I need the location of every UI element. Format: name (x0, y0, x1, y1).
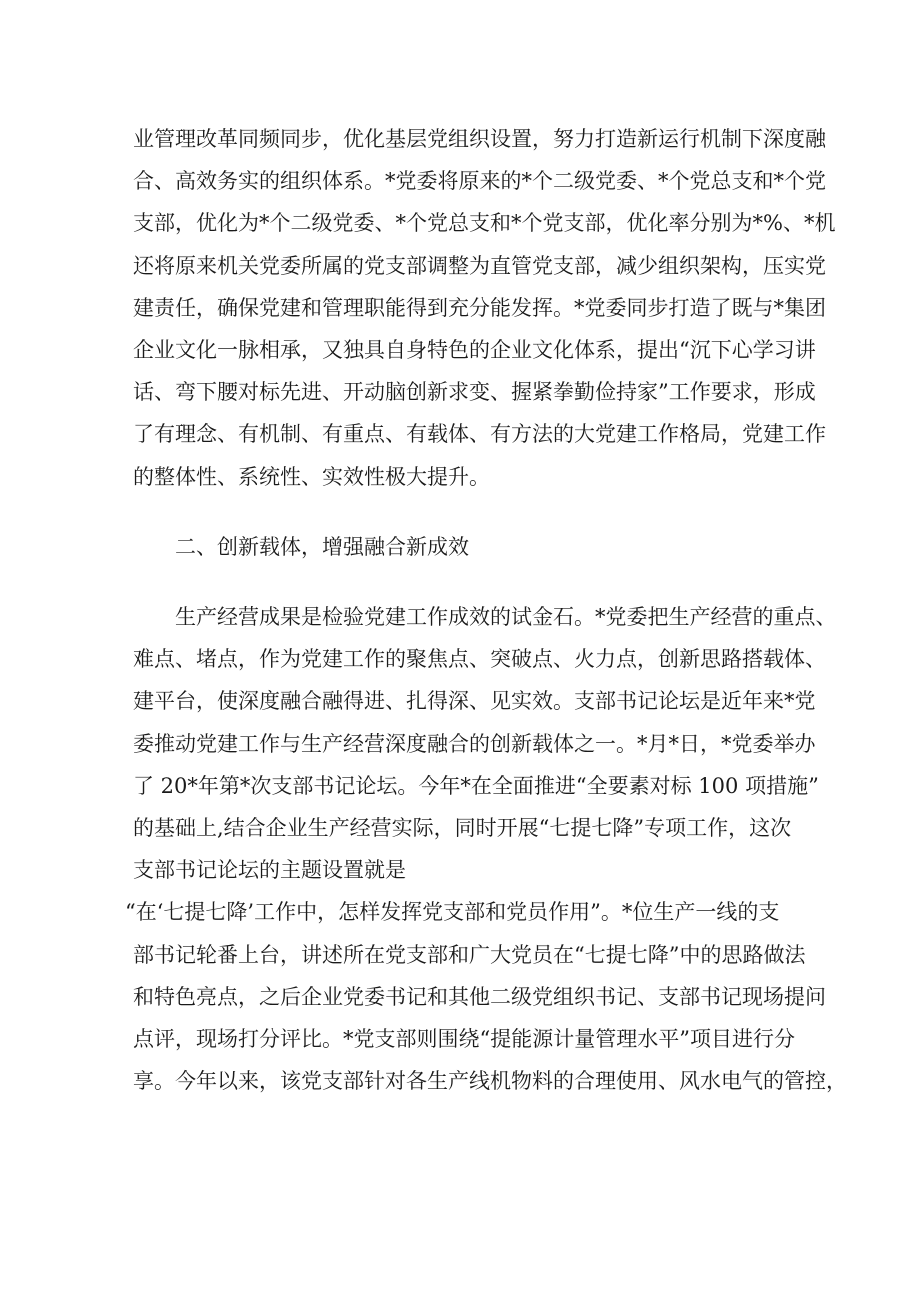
text-line: 的整体性、系统性、实效性极大提升。 (133, 464, 490, 489)
paragraph-forum-topic (125, 891, 847, 1102)
text-line: 点评，现场打分评比。*党支部则围绕“提能源计量管理水平”项目进行分 (133, 1027, 795, 1052)
text-line: 支部，优化为*个二级党委、*个党总支和*个党支部，优化率分别为*%、*机 (133, 211, 836, 236)
text-line: 企业文化一脉相承，又独具自身特色的企业文化体系，提出“沉下心学习讲 (133, 338, 816, 363)
text-line: 支部书记论坛的主题设置就是 (133, 858, 406, 883)
section-heading (133, 526, 800, 568)
heading-text: 二、创新载体，增强融合新成效 (175, 534, 469, 559)
text-line: 的基础上,结合企业生产经营实际，同时开展“七提七降”专项工作，这次 (133, 816, 792, 841)
text-line: 业管理改革同频同步，优化基层党组织设置，努力打造新运行机制下深度融 (133, 127, 826, 151)
text-line: 了有理念、有机制、有重点、有载体、有方法的大党建工作格局，党建工作 (133, 422, 826, 447)
text-line: 建平台，使深度融合融得进、扎得深、见实效。支部书记论坛是近年来*党 (133, 689, 816, 714)
text-line: 难点、堵点，作为党建工作的聚焦点、突破点、火力点，创新思路搭载体、 (133, 647, 826, 672)
paragraph-org-system (133, 118, 836, 498)
paragraph-innovation-carrier (133, 596, 837, 891)
text-line: 享。今年以来，该党支部针对各生产线机物料的合理使用、风水电气的管控， (133, 1069, 847, 1094)
text-line: 和特色亮点，之后企业党委书记和其他二级党组织书记、支部书记现场提问 (133, 984, 826, 1009)
text-line: 生产经营成果是检验党建工作成效的试金石。*党委把生产经营的重点、 (175, 605, 837, 630)
text-line: “在‘七提七降’工作中，怎样发挥党支部和党员作用”。*位生产一线的支 (125, 900, 780, 925)
text-line: 部书记轮番上台，讲述所在党支部和广大党员在“七提七降”中的思路做法 (133, 942, 806, 967)
text-line: 话、弯下腰对标先进、开动脑创新求变、握紧拳勤俭持家”工作要求，形成 (133, 380, 816, 405)
text-line: 还将原来机关党委所属的党支部调整为直管党支部，减少组织架构，压实党 (133, 253, 826, 278)
text-line: 委推动党建工作与生产经营深度融合的创新载体之一。*月*日，*党委举办 (133, 731, 816, 756)
text-line: 建责任，确保党建和管理职能得到充分能发挥。*党委同步打造了既与*集团 (133, 295, 826, 320)
text-line: 了 20*年第*次支部书记论坛。今年*在全面推进“全要素对标 100 项措施” (133, 773, 819, 798)
text-line: 合、高效务实的组织体系。*党委将原来的*个二级党委、*个党总支和*个党 (133, 169, 826, 194)
